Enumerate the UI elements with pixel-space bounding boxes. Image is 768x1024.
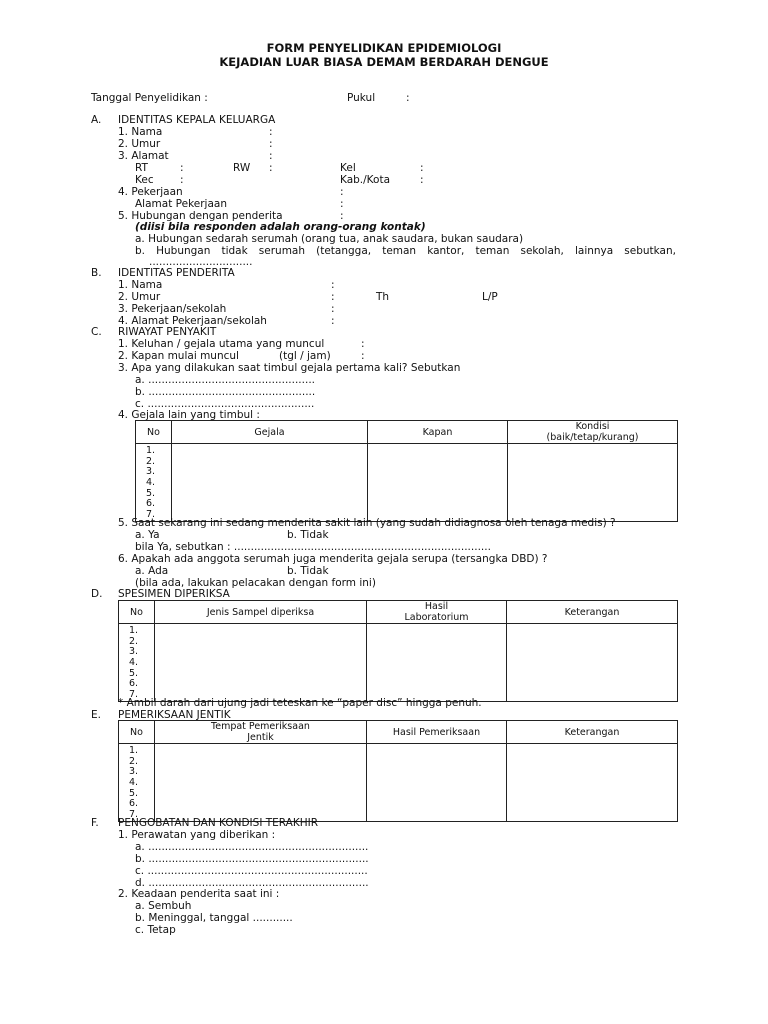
b-th: Th (376, 291, 390, 303)
c-tidak2: b. Tidak (287, 565, 329, 577)
c-tidak: b. Tidak (287, 529, 329, 541)
jentik-label: Jentik (247, 732, 274, 743)
colon: : (331, 315, 335, 327)
row-number: 6. (129, 798, 139, 810)
kondisi-sub: (baik/tetap/kurang) (546, 432, 639, 443)
f-sembuh: a. Sembuh (135, 900, 192, 912)
b-alamat: 4. Alamat Pekerjaan/sekolah (118, 315, 267, 327)
row-number: 3. (146, 466, 156, 478)
spesimen-table (118, 600, 678, 702)
tempat-label: Tempat Pemeriksaan (211, 721, 310, 732)
colon: : (420, 174, 424, 186)
pukul-label: Pukul (347, 92, 376, 104)
row-number: 4. (129, 777, 139, 789)
section-a-title: IDENTITAS KEPALA KELUARGA (118, 114, 276, 126)
a-rt: RT (135, 162, 148, 174)
col-header-hasil-pemeriksaan: Hasil Pemeriksaan (367, 721, 507, 744)
a-hub-b-dots: ............................... (149, 256, 253, 268)
row-number: 6. (146, 498, 156, 510)
col-header-hasil (367, 601, 507, 624)
c-gejala-lain: 4. Gejala lain yang timbul : (118, 409, 260, 421)
col-header-kondisi (508, 421, 678, 444)
form-title: FORM PENYELIDIKAN EPIDEMIOLOGI (266, 41, 502, 55)
a-alamat-pekerjaan: Alamat Pekerjaan (135, 198, 227, 210)
row-number: 2. (129, 755, 139, 767)
section-f-title: PENGOBATAN DAN KONDISI TERAKHIR (118, 817, 319, 829)
colon: : (269, 150, 273, 162)
colon: : (331, 291, 335, 303)
section-c-letter: C. (91, 326, 102, 338)
c-saat: 5. Saat sekarang ini sedang menderita sakit lain (yang sudah didiagnosa oleh tenaga medis) ? (118, 517, 616, 529)
colon: : (180, 174, 184, 186)
tanggal-label: Tanggal Penyelidikan : (91, 92, 208, 104)
col-header-tempat (155, 721, 367, 744)
c-apakah: 6. Apakah ada anggota serumah juga menderita gejala serupa (tersangka DBD) ? (118, 553, 548, 565)
section-e-title: PEMERIKSAAN JENTIK (118, 709, 231, 721)
row-number: 1. (146, 445, 156, 456)
a-alamat: 3. Alamat (118, 150, 169, 162)
a-kec: Kec (135, 174, 154, 186)
b-pekerjaan: 3. Pekerjaan/sekolah (118, 303, 227, 315)
c-ada: a. Ada (135, 565, 169, 577)
b-nama: 1. Nama (118, 279, 163, 291)
f-meninggal: b. Meninggal, tanggal ............ (135, 912, 293, 924)
row-number: 3. (129, 646, 139, 658)
f-perawatan: 1. Perawatan yang diberikan : (118, 829, 276, 841)
kondisi-cell[interactable] (508, 444, 678, 522)
colon: : (361, 338, 365, 350)
b-umur: 2. Umur (118, 291, 161, 303)
col-header-jenis-sampel: Jenis Sampel diperiksa (155, 601, 367, 624)
jenis-sampel-cell[interactable] (155, 624, 367, 702)
colon: : (340, 210, 344, 222)
colon: : (340, 198, 344, 210)
a-pekerjaan: 4. Pekerjaan (118, 186, 183, 198)
f-p-c: c. .................................................................. (135, 865, 368, 877)
c-kapan: 2. Kapan mulai muncul (118, 350, 239, 362)
colon: : (269, 138, 273, 150)
row-number: 1. (129, 745, 139, 756)
laboratorium-label: Laboratorium (404, 612, 469, 623)
a-hub-a: a. Hubungan sedarah serumah (orang tua, anak saudara, bukan saudara) (135, 233, 524, 245)
a-umur: 2. Umur (118, 138, 161, 150)
row-numbers-cell (119, 624, 155, 702)
section-d-title: SPESIMEN DIPERIKSA (118, 588, 230, 600)
keterangan-cell[interactable] (507, 744, 678, 822)
colon: : (361, 350, 365, 362)
row-number: 5. (129, 667, 139, 679)
colon: : (331, 279, 335, 291)
f-p-a: a. .................................................................. (135, 841, 369, 853)
colon: : (331, 303, 335, 315)
col-header-gejala: Gejala (172, 421, 368, 444)
colon: : (269, 162, 273, 174)
row-number: 1. (129, 625, 139, 636)
row-number: 4. (129, 657, 139, 669)
hasil-pemeriksaan-cell[interactable] (367, 744, 507, 822)
section-e-letter: E. (91, 709, 101, 721)
row-number: 5. (146, 487, 156, 499)
a-hub-b: b. Hubungan tidak serumah (tetangga, teman kantor, teman sekolah, lainnya sebutkan, (135, 245, 676, 257)
row-number: 3. (129, 766, 139, 778)
jentik-table (118, 720, 678, 822)
keterangan-cell[interactable] (507, 624, 678, 702)
row-number: 6. (129, 678, 139, 690)
row-numbers-cell (136, 444, 172, 522)
col-header-no: No (119, 601, 155, 624)
a-kabkota: Kab./Kota (340, 174, 391, 186)
gejala-table (135, 420, 678, 522)
b-lp: L/P (482, 291, 498, 303)
c-keluhan: 1. Keluhan / gejala utama yang muncul (118, 338, 325, 350)
row-number: 7. (129, 689, 139, 701)
form-subtitle: KEJADIAN LUAR BIASA DEMAM BERDARAH DENGUE (219, 55, 549, 69)
d-note: * Ambil darah dari ujung jadi teteskan ke “paper disc” hingga penuh. (118, 697, 482, 709)
section-b-title: IDENTITAS PENDERITA (118, 267, 235, 279)
hasil-cell[interactable] (367, 624, 507, 702)
section-d-letter: D. (91, 588, 103, 600)
tempat-cell[interactable] (155, 744, 367, 822)
section-c-title: RIWAYAT PENYAKIT (118, 326, 217, 338)
c-opt-c: c. .................................................. (135, 398, 315, 410)
c-opt-b: b. .................................................. (135, 386, 316, 398)
colon: : (269, 126, 273, 138)
a-kel: Kel (340, 162, 356, 174)
c-apa: 3. Apa yang dilakukan saat timbul gejala pertama kali? Sebutkan (118, 362, 461, 374)
kapan-cell[interactable] (368, 444, 508, 522)
colon: : (420, 162, 424, 174)
section-a-letter: A. (91, 114, 102, 126)
f-tetap: c. Tetap (135, 924, 176, 936)
f-p-b: b. .................................................................. (135, 853, 369, 865)
row-numbers-cell (119, 744, 155, 822)
c-tgl-jam: (tgl / jam) (279, 350, 331, 362)
col-header-keterangan: Keterangan (507, 601, 678, 624)
row-number: 7. (129, 809, 139, 821)
row-number: 7. (146, 509, 156, 521)
c-ya: a. Ya (135, 529, 160, 541)
section-f-letter: F. (91, 817, 99, 829)
col-header-no: No (119, 721, 155, 744)
a-diisi-note: (diisi bila responden adalah orang-orang kontak) (135, 221, 426, 233)
a-nama: 1. Nama (118, 126, 163, 138)
a-rw: RW (233, 162, 251, 174)
pukul-colon: : (406, 92, 410, 104)
col-header-keterangan: Keterangan (507, 721, 678, 744)
f-keadaan: 2. Keadaan penderita saat ini : (118, 888, 280, 900)
col-header-kapan: Kapan (368, 421, 508, 444)
colon: : (340, 186, 344, 198)
a-hubungan: 5. Hubungan dengan penderita (118, 210, 283, 222)
col-header-no: No (136, 421, 172, 444)
c-bila-ada: (bila ada, lakukan pelacakan dengan form ini) (135, 577, 376, 589)
gejala-cell[interactable] (172, 444, 368, 522)
colon: : (180, 162, 184, 174)
row-number: 5. (129, 787, 139, 799)
c-bila-ya: bila Ya, sebutkan : ............................................................................. (135, 541, 491, 553)
section-b-letter: B. (91, 267, 102, 279)
row-number: 4. (146, 477, 156, 489)
kondisi-label: Kondisi (575, 421, 610, 432)
row-number: 2. (129, 635, 139, 647)
f-p-d: d. .................................................................. (135, 877, 369, 889)
hasil-label: Hasil (424, 601, 449, 612)
c-opt-a: a. .................................................. (135, 374, 315, 386)
row-number: 2. (146, 455, 156, 467)
